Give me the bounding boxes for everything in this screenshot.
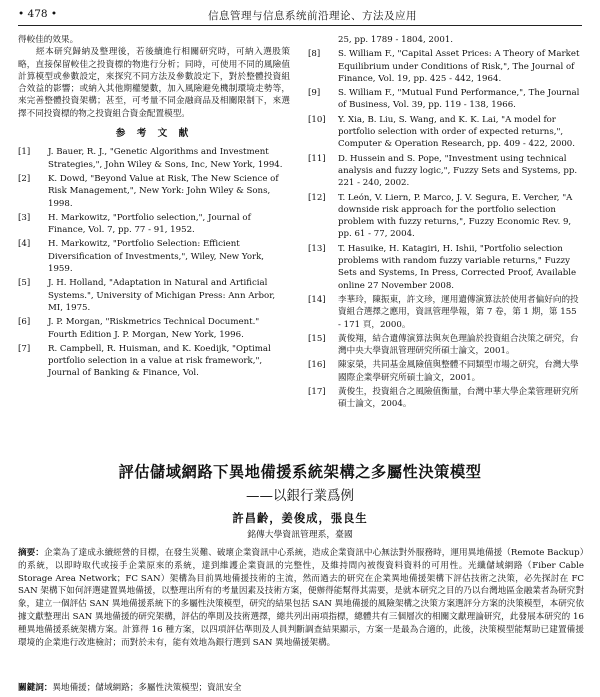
left-column (18, 34, 290, 382)
reference-item: [5] J. H. Holland, "Adaptation in Natural and Artificial Systems.", University of Michigan Press: Ann Arbor, MI, 1975. (18, 278, 276, 313)
reference-list (308, 48, 580, 410)
reference-item: [7] R. Campbell, R. Huisman, and K. Koedijk, "Optimal portfolio selection in a value at risk framework,", Journal of Banking & Finance, Vol. (18, 343, 271, 379)
reference-item: [12] T. León, V. Liern, P. Marco, J. V. Segura, E. Vercher, "A downside risk approach for the portfolio selection problem with fuzzy returns,", Fuzzy Economic Rev. 9, pp. 61 - 77, 2004. (308, 192, 573, 240)
reference-item: [17] 黃俊生，投資組合之風險值衡量，台灣中華大學企業管理研究所碩士論文，2004。 (308, 387, 579, 410)
reference-item: [8] S. William F., "Capital Asset Prices: A Theory of Market Equilibrium under Conditions of Risk,", The Journal of Finance, Vol. 19, pp. 425 - 442, 1964. (308, 49, 580, 84)
reference-item: [1] J. Bauer, R. J., "Genetic Algorithms and Investment Strategies,", John Wiley & Sons, Inc, New York, 1994. (18, 147, 283, 170)
reference-item: [4] H. Markowitz, "Portfolio Selection: Efficient Diversification of Investments,", Wiley, New York, 1959. (18, 239, 265, 275)
reference-item: [14] 李華玲，陳振東，許文珍，運用遺傳演算法於使用者偏好向的投資組合選擇之應用，資訊管理學報，第 7 卷，第 1 期，第 155 - 171 頁，2000。 (308, 294, 579, 330)
keywords-label: 關鍵詞： (18, 683, 53, 693)
reference-item: [13] T. Hasuike, H. Katagiri, H. Ishii, "Portfolio selection problems with random fuzzy variable returns," Fuzzy Sets and Systems, In Press, Corrected Proof, Available online 27 November 2008. (308, 243, 577, 291)
reference-item: [9] S. William F., "Mutual Fund Performance,", The Journal of Business, Vol. 39, pp. 119 - 138, 1966. (308, 88, 580, 111)
paragraph-continuation: 得較佳的效果。 (18, 35, 79, 45)
references-heading: 参 考 文 献 (115, 128, 193, 140)
reference-item: [3] H. Markowitz, "Portfolio selection,", Journal of Finance, Vol. 7, pp. 77 - 91, 1952. (18, 212, 251, 236)
article-authors: 許昌齡，姜俊成，張良生 (232, 511, 368, 525)
reference-item: [11] D. Hussein and S. Pope, "Investment using technical analysis and fuzzy logic,", Fuzzy Sets and Systems, pp. 221 - 240, 2002. (308, 153, 578, 189)
reference-item: [2] K. Dowd, "Beyond Value at Risk, The New Science of Risk Management,", New York: John Wiley & Sons, 1998. (18, 173, 279, 209)
page-header (18, 8, 582, 24)
reference-item: [10] Y. Xia, B. Liu, S. Wang, and K. K. Lai, "A model for portfolio selection with order of expected returns,", Computer & Operation Research, pp. 409 - 422, 2000. (308, 114, 575, 150)
abstract-label: 摘要： (18, 548, 44, 558)
reference-item: [16] 陳家榮，共同基金風險值與整體不同類型市場之研究，台灣大學國際企業學研究所碩士論文，2001。 (308, 360, 579, 383)
abstract-text: 企業為了達成永續經營的目標，在發生災難、破壞企業資訊中心系統，造成企業資訊中心無法對外服務時，運用異地備援（Remote Backup）的系統，以即時取代或接手企業原來的系統，達到維護企業資訊的完整性，及維持間內被復資料資料的可用性。光纖儲域網路（Fiber Cable Storage Area Network；FC SAN）架構為目前異地備援技術的主流，然而過去的研究在企業異地備援架構下評估技術之決策，必先探討在 FC SAN 架構下如何評選建置異地備援，以整理出所有的考量因素及技術方案，便辦得能幫得其需要，是就本研究之目的乃以台灣地區金融業者為研究對象，建立一個評估 SAN 異地備援系統下的多屬性決策模型，研究的結果包括 SAN 異地備援的風險架構之決策方案選評分方案的決策模型，本研究依據文獻整理出 SAN 異地備援的研究架構，評估的準則及技術選擇，總共列出兩項指標，總體共有三個層次的相關文獻理論研究，此發展本研究的 16 種異地備援系統架構方案。計算得 16 種方案，以四項評估準則及人員判斷調查結果顯示，方案一是最為合適的，此後，決策模型能幫助已建置備援環境的企業進行改進檢討；而對於未有，能有效地為銀行選到 SAN 異地備援架構。 (18, 548, 584, 648)
conclusion-paragraph: 經本研究歸納及整理後，若後續進行相關研究時，可納入選股策略，直接保留較佳之投資標的物進行分析；同時，可使用不同的風險值計算模型或參數設定，來探究不同方法及參數設定下，對於整體投資組合效益的影響；或納入其他期權變數，加入風險避免機制環境走勢等，來完善整體投資架構；甚至，可考量不同金融商品及相關限制下，來選擇不同投資標的物之投資組合資金配置模型。 (18, 47, 290, 119)
article-title: 評估儲域網路下異地備援系統架構之多屬性決策模型 (118, 463, 482, 481)
header-rule (18, 25, 582, 26)
reference-continuation: 25, pp. 1789 - 1804, 2001. (338, 35, 454, 45)
abstract (18, 547, 584, 649)
article-subtitle: ——以銀行業爲例 (246, 488, 354, 504)
reference-item: [15] 黃俊翔，結合遺傳演算法與灰色理論於投資組合決策之研究，台灣中央大學資訊管理研究所碩士論文，2001。 (308, 333, 579, 357)
keywords-text: 異地備援；儲域網路；多屬性決策模型；資訊安全 (52, 683, 242, 693)
page-number: • 478 • (18, 8, 58, 20)
reference-list (18, 146, 290, 379)
right-column (308, 34, 580, 413)
keywords (18, 682, 584, 694)
reference-item: [6] J. P. Morgan, "Riskmetrics Technical Document." Fourth Edition J. P. Morgan, New York, 1996. (18, 317, 260, 340)
running-title: 信息管理与信息系统前沿理论、方法及应用 (208, 10, 417, 22)
author-affiliation: 銘傳大學資訊管理系，臺國 (247, 530, 353, 540)
